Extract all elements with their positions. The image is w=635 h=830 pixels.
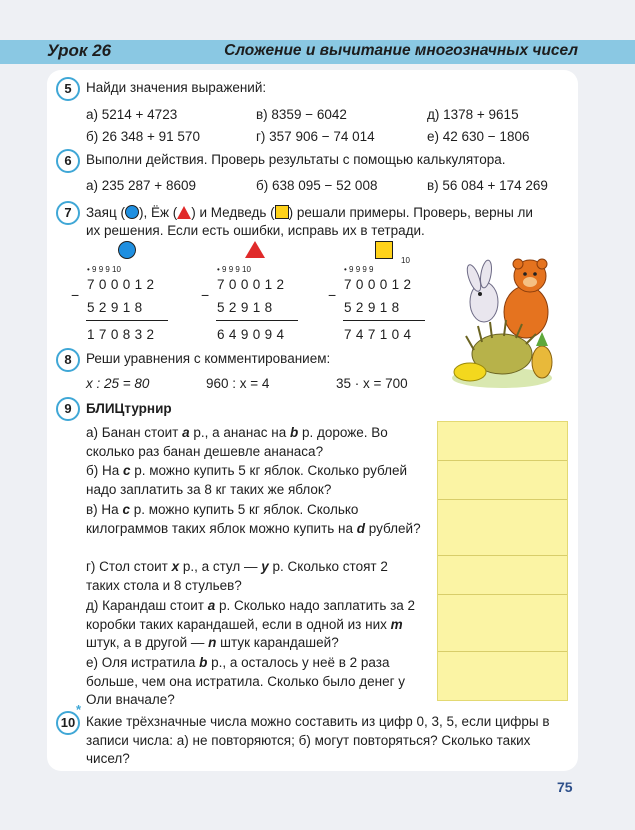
task-6-item-v: в) 56 084 + 174 269	[427, 178, 548, 193]
task-number-6: 6	[56, 149, 80, 173]
answer-divider	[438, 499, 567, 500]
variable: x	[171, 559, 180, 574]
text: е) Оля истратила	[86, 655, 200, 670]
minuend: 700012	[217, 277, 289, 292]
minuend: 700012	[87, 277, 159, 292]
task-5-item-a: а) 5214 + 4723	[86, 107, 178, 122]
carry-digits: • 9 9 9 10	[217, 265, 251, 274]
task-7-line-1	[86, 205, 533, 220]
carry-digits: • 9 9 9 9	[344, 265, 374, 274]
subtrahend: 52918	[344, 300, 404, 315]
text: г) Стол стоит	[86, 559, 172, 574]
carry-digits: • 9 9 9 10	[87, 265, 121, 274]
variable: d	[356, 520, 366, 536]
blue-circle-icon	[125, 205, 139, 219]
task-8-text: Реши уравнения с комментированием:	[86, 351, 331, 366]
equation-2: 960 : x = 4	[206, 376, 270, 391]
yellow-square-icon	[275, 205, 289, 219]
lesson-number: Урок 26	[47, 41, 112, 60]
yellow-square-icon	[375, 241, 393, 259]
subtrahend: 52918	[217, 300, 277, 315]
text: р., а стул —	[179, 559, 262, 574]
answer-divider	[438, 460, 567, 461]
animals-illustration	[444, 250, 562, 392]
variable: n	[208, 635, 217, 650]
blitz-item-g	[86, 558, 424, 595]
task-7-line-2: их решения. Если есть ошибки, исправь их в тетради.	[86, 223, 425, 238]
answer-box[interactable]	[437, 421, 568, 701]
task-5-item-g: г) 357 906 − 74 014	[256, 129, 375, 144]
equation-3: 35 · x = 700	[336, 376, 408, 391]
task-7-text-part: ), Ёж (	[138, 205, 178, 220]
variable: b	[290, 425, 299, 440]
task-number-8: 8	[56, 348, 80, 372]
variable: m	[390, 616, 403, 632]
blitz-item-a	[86, 424, 424, 461]
task-5-text: Найди значения выражений:	[86, 80, 267, 95]
text: р. Сколько надо заплатить за 2 коробки таких карандашей, если в одной из них	[86, 598, 416, 632]
task-5-item-d: д) 1378 + 9615	[427, 107, 519, 122]
answer-divider	[438, 651, 567, 652]
answer-divider	[438, 594, 567, 595]
blue-circle-icon	[118, 241, 136, 259]
task-7-text-part: ) и Медведь (	[191, 205, 275, 220]
variable: c	[123, 463, 131, 478]
task-5-item-e: е) 42 630 − 1806	[427, 129, 530, 144]
carry-ten: 10	[401, 256, 410, 265]
text: р. можно купить 5 кг яблок. Сколько рублей надо заплатить за 8 кг таких же яблок?	[86, 463, 408, 497]
difference: 649094	[217, 327, 289, 342]
sum-line	[343, 320, 425, 321]
minus-sign: −	[201, 287, 210, 303]
minuend: 700012	[344, 277, 416, 292]
page-number: 75	[557, 779, 573, 795]
task-6-item-a: а) 235 287 + 8609	[86, 178, 196, 193]
task-number-9: 9	[56, 397, 80, 421]
text: р., а осталось у неё в 2 раза больше, чем она истратила. Сколько было денег у Оли вначале?	[86, 655, 406, 707]
variable: a	[207, 598, 216, 613]
blitz-item-b	[86, 462, 424, 499]
blitz-item-v	[86, 501, 424, 538]
lesson-header	[0, 40, 635, 64]
blitz-item-d	[86, 597, 424, 653]
red-triangle-icon	[177, 206, 191, 219]
equation-1: x : 25 = 80	[86, 376, 150, 391]
task-7-text-part: Заяц (	[86, 205, 125, 220]
task-number-5: 5	[56, 77, 80, 101]
text: рублей?	[365, 520, 421, 536]
task-5-item-b: б) 26 348 + 91 570	[86, 129, 200, 144]
difference: 170832	[87, 327, 159, 342]
task-7-text-part: ) решали примеры. Проверь, верны ли	[288, 205, 533, 220]
task-number-7: 7	[56, 201, 80, 225]
task-5-item-v: в) 8359 − 6042	[256, 107, 347, 122]
sum-line	[86, 320, 168, 321]
text: б) На	[86, 463, 123, 478]
difficulty-star-icon: *	[76, 702, 82, 717]
task-10-text: Какие трёхзначные числа можно составить из цифр 0, 3, 5, если цифры в записи числа: а) не повторяются; б) могут повторяться? Сколько таких чисел?	[86, 714, 550, 766]
text: р. дороже. Во сколько раз банан дешевле ананаса?	[86, 425, 388, 459]
text: р., а ананас на	[189, 425, 290, 440]
variable: b	[199, 655, 208, 670]
variable: y	[261, 559, 269, 574]
task-number-10: 10	[56, 711, 80, 735]
variable: c	[122, 502, 130, 517]
text: штук карандашей?	[216, 635, 339, 650]
subtrahend: 52918	[87, 300, 147, 315]
task-6-text: Выполни действия. Проверь результаты с помощью калькулятора.	[86, 152, 506, 167]
text: д) Карандаш стоит	[86, 598, 208, 613]
text: штук, а в другой —	[86, 635, 209, 650]
red-triangle-icon	[245, 241, 265, 258]
text: р. можно купить 5 кг яблок. Сколько килограммов таких яблок можно купить на	[86, 502, 359, 536]
minus-sign: −	[328, 287, 337, 303]
sum-line	[216, 320, 298, 321]
text: а) Банан стоит	[86, 425, 183, 440]
task-6-item-b: б) 638 095 − 52 008	[256, 178, 378, 193]
minus-sign: −	[71, 287, 80, 303]
variable: a	[182, 425, 190, 440]
task-9-title: БЛИЦтурнир	[86, 401, 172, 416]
text: в) На	[86, 502, 123, 517]
answer-divider	[438, 555, 567, 556]
text: р. Сколько стоят 2 таких стола и 8 стульев?	[86, 559, 388, 593]
lesson-title: Сложение и вычитание многозначных чисел	[224, 42, 578, 59]
blitz-item-e	[86, 654, 424, 710]
difference: 747104	[344, 327, 416, 342]
